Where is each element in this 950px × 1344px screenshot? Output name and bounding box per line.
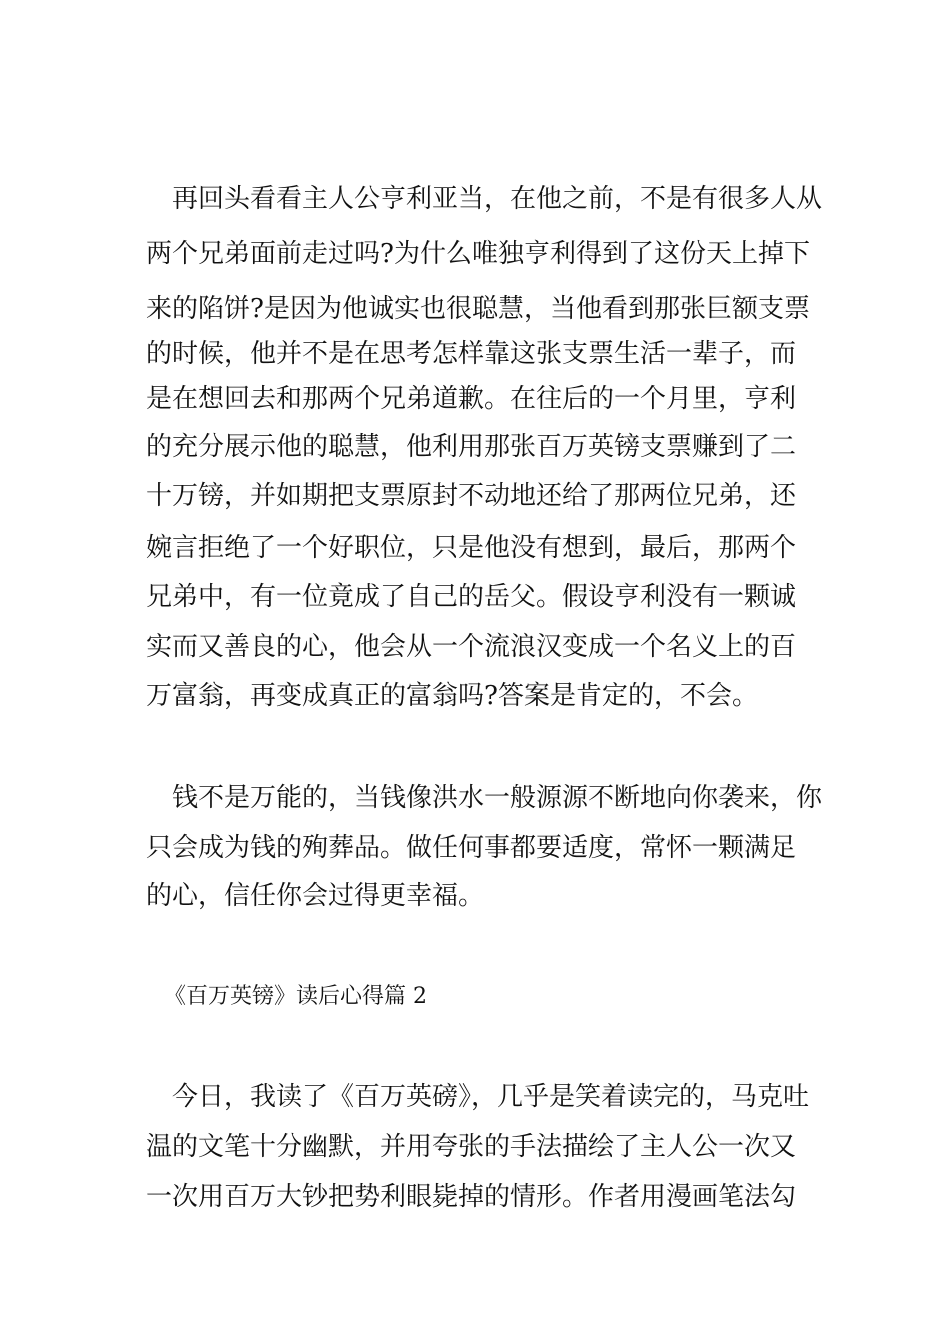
paragraph-line: 万富翁，再变成真正的富翁吗?答案是肯定的，不会。	[146, 681, 758, 711]
paragraph-line: 是在想回去和那两个兄弟道歉。在往后的一个月里，亨利	[146, 384, 797, 414]
paragraph-line: 的时候，他并不是在思考怎样靠这张支票生活一辈子，而	[146, 339, 797, 369]
paragraph-line: 再回头看看主人公亨利亚当，在他之前，不是有很多人从	[146, 184, 823, 214]
paragraph-line: 两个兄弟面前走过吗?为什么唯独亨利得到了这份天上掉下	[146, 239, 810, 269]
paragraph-line: 一次用百万大钞把势利眼毙掉的情形。作者用漫画笔法勾	[146, 1182, 797, 1212]
paragraph-line: 只会成为钱的殉葬品。做任何事都要适度，常怀一颗满足	[146, 833, 797, 863]
paragraph-line: 温的文笔十分幽默，并用夸张的手法描绘了主人公一次又	[146, 1132, 797, 1162]
paragraph-line: 十万镑，并如期把支票原封不动地还给了那两位兄弟，还	[146, 481, 797, 511]
paragraph-line: 婉言拒绝了一个好职位，只是他没有想到，最后，那两个	[146, 533, 797, 563]
section-heading: 《百万英镑》读后心得篇 2	[164, 984, 427, 1009]
paragraph-line: 来的陷饼?是因为他诚实也很聪慧，当他看到那张巨额支票	[146, 294, 810, 324]
paragraph-line: 钱不是万能的，当钱像洪水一般源源不断地向你袭来，你	[146, 783, 823, 813]
paragraph-line: 今日，我读了《百万英磅》，几乎是笑着读完的，马克吐	[146, 1082, 810, 1112]
paragraph-line: 的心，信任你会过得更幸福。	[146, 881, 485, 911]
paragraph-line: 兄弟中，有一位竟成了自己的岳父。假设亨利没有一颗诚	[146, 582, 797, 612]
paragraph-line: 的充分展示他的聪慧，他利用那张百万英镑支票赚到了二	[146, 432, 797, 462]
paragraph-line: 实而又善良的心，他会从一个流浪汉变成一个名义上的百	[146, 632, 797, 662]
